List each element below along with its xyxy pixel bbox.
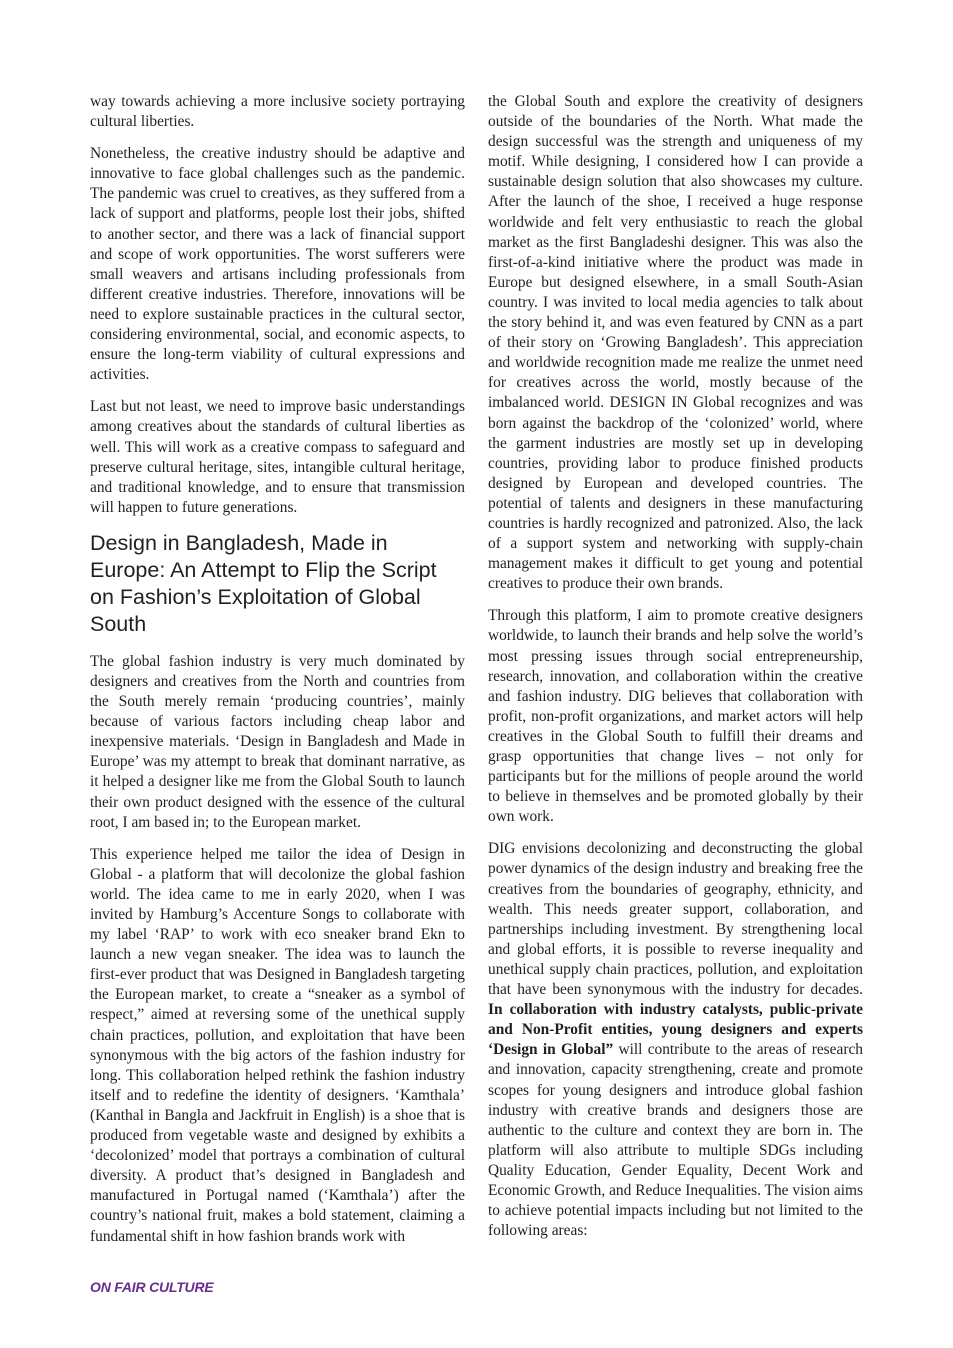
paragraph: The global fashion industry is very much dominated by designers and creatives from the North and countries from the South merely remain ‘producing countries’, mainly because of various factors including cheap labor and inexpensive materials. ‘Design in Bangladesh and Made in Europe’ was my attempt to break that dominant narrative, as it helped a designer like me from the Global South to launch their own product designed with the essence of the cultural root, I am based in; to the European market. xyxy=(90,652,465,831)
paragraph: Through this platform, I aim to promote creative designers worldwide, to launch their brands and help solve the world’s most pressing issues through social entrepreneurship, research, innovation, and collaboration within the creative and fashion industry. DIG believes that collaboration with profit, non-profit organizations, and market actors will help creatives in the Global South to fulfill their dreams and grasp opportunities that change lives – not only for participants but for the millions of people around the world to believe in themselves and be promoted globally by their own work. xyxy=(488,607,863,826)
paragraph-text: DIG envisions decolonizing and deconstructing the global power dynamics of the design industry and breaking free the creatives from the boundaries of geography, ethnicity, and wealth. This needs greater support, collaboration, and partnerships including investment. By strengthening local and global efforts, it is possible to reverse inequality and unethical supply chain practices, pollution, and exploitation that have been synonymous with the industry for decades. xyxy=(488,840,863,999)
paragraph xyxy=(488,839,863,1241)
paragraph: way towards achieving a more inclusive society portraying cultural liberties. xyxy=(90,93,465,131)
right-column xyxy=(488,92,863,1253)
paragraph: Nonetheless, the creative industry should be adaptive and innovative to face global challenges such as the pandemic. The pandemic was cruel to creatives, as they suffered from a lack of support and platforms, people lost their jobs, shifted to another sector, and there was a lack of financial support and scope of work opportunities. The worst sufferers were small weavers and artisans including professionals from different creative industries. Therefore, innovations will be need to explore sustainable practices in the cultural sector, considering environmental, social, and economic aspects, to ensure the long-term viability of cultural expressions and activities. xyxy=(90,145,465,384)
section-heading: Design in Bangladesh, Made in Europe: An Attempt to Flip the Script on Fashion’s Exploitation of Global South xyxy=(90,530,437,636)
paragraph: This experience helped me tailor the idea of Design in Global - a platform that will decolonize the global fashion world. The idea came to me in early 2020, when I was invited by Hamburg’s Accenture Songs to collaborate with my label ‘RAP’ to work with eco sneaker brand Ekn to launch a new vegan sneaker. The idea was to launch the first-ever product that was Designed in Bangladesh targeting the European market, to create a “sneaker as a symbol of respect,” aimed at reversing some of the unethical supply chain practices, pollution, and exploitation that have been synonymous with the big actors of the fashion industry for long. This collaboration helped rethink the fashion industry itself and to redefine the identity of designers. ‘Kamthala’ (Kanthal in Bangla and Jackfruit in English) is a shoe that is produced from vegetable waste and designed by exhibits a ‘decolonized’ model that portrays a combination of cultural diversity. A product that’s designed in Bangladesh and manufactured in Portugal named (‘Kamthala’) after the country’s national fruit, makes a bold statement, claiming a fundamental shift in how fashion brands work with xyxy=(90,845,465,1245)
left-column xyxy=(90,92,465,1259)
footer-label: ON FAIR CULTURE xyxy=(90,1279,214,1295)
bold-text: In collaboration with industry catalysts, public-private and Non-Profit entities, young designers and experts ‘Design in Global” xyxy=(488,1001,863,1059)
paragraph: Last but not least, we need to improve basic understandings among creatives about the standards of cultural liberties as well. This will work as a creative compass to safeguard and preserve cultural heritage, sites, intangible cultural heritage, and traditional knowledge, and to ensure that transmission will happen to future generations. xyxy=(90,398,465,516)
paragraph-text: will contribute to the areas of research and innovation, capacity strengthening, create and promote scopes for young designers and introduce global fashion industry with creative brands and designers those are authentic to the culture and context they are born in. The platform will also attribute to multiple SDGs including Quality Education, Gender Equality, Decent Work and Economic Growth, and Reduce Inequalities. The vision aims to achieve potential impacts including but not limited to the following areas: xyxy=(488,1041,863,1240)
paragraph: the Global South and explore the creativity of designers outside of the boundaries of the North. What made the design successful was the strength and uniqueness of my motif. While designing, I considered how I can provide a sustainable design solution that also showcases my culture. After the launch of the shoe, I received a huge response worldwide and felt very enthusiastic to reach the global market as the first Bangladeshi designer. This was also the first-of-a-kind initiative where the product was made in Europe but designed elsewhere, in a small South-Asian country. I was invited to local media agencies to talk about the story behind it, and was even featured by CNN as a part of their story on ‘Growing Bangladesh’. This appreciation and worldwide recognition made me realize the unmet need for creatives across the world, mostly because of the imbalanced world. DESIGN IN Global recognizes and was born against the backdrop of the ‘colonized’ world, where the garment industries are mostly set up in developing countries, providing labor to produce finished products designed by European and developed countries. The potential of talents and designers in these manufacturing countries is hardly recognized and patronized. Also, the lack of a support system and networking with supply-chain management makes it difficult to get young and potential creatives to produce their own brands. xyxy=(488,93,863,593)
